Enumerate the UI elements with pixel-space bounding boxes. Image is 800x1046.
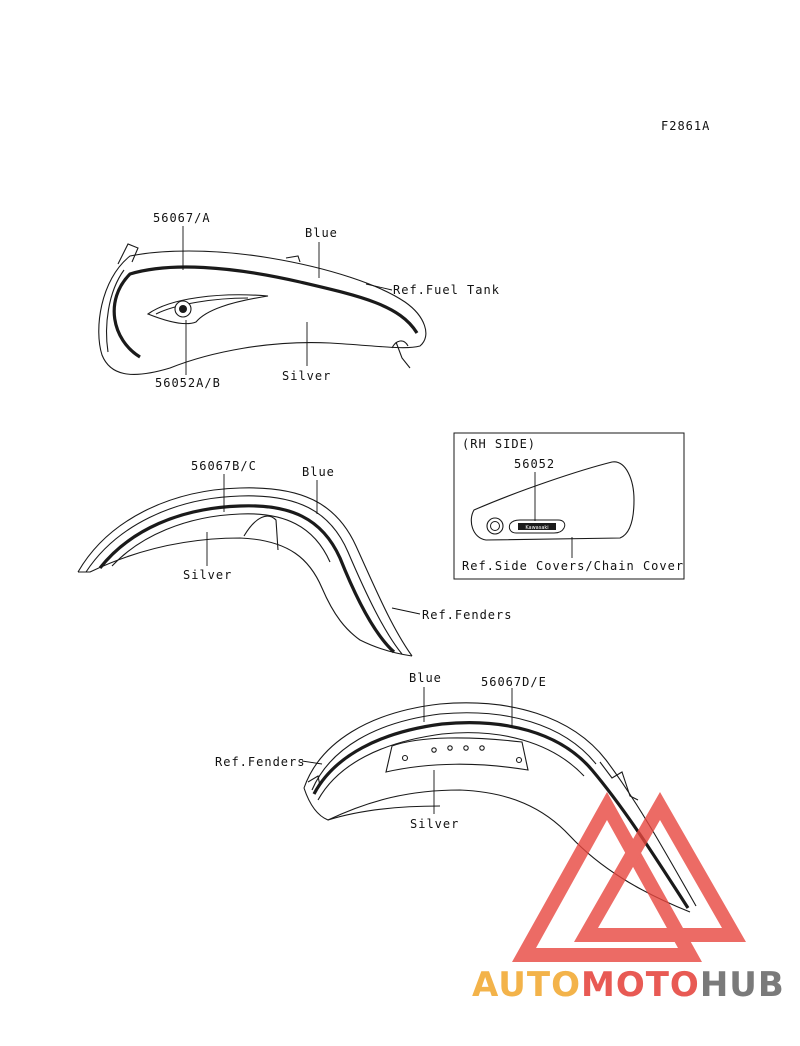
front-fender-color-lower-label: Silver bbox=[183, 568, 233, 582]
front-fender bbox=[78, 474, 420, 656]
side-cover-title: (RH SIDE) bbox=[462, 437, 537, 451]
side-cover-frame bbox=[454, 433, 684, 579]
tank-emblem-part-label: 56052A/B bbox=[155, 376, 221, 390]
rear-fender-stripe-part-label: 56067D/E bbox=[481, 675, 547, 689]
watermark-word-moto: MOTO bbox=[580, 965, 700, 1005]
front-fender-color-upper-label: Blue bbox=[302, 465, 335, 479]
tank-color-lower-label: Silver bbox=[282, 369, 332, 383]
front-fender-stripe-part-label: 56067B/C bbox=[191, 459, 257, 473]
figure-id: F2861A bbox=[661, 119, 711, 133]
side-cover-part-label: 56052 bbox=[514, 457, 556, 471]
badge-logo-text: Kawasaki bbox=[525, 525, 549, 531]
rear-fender-outer bbox=[304, 703, 696, 906]
tank-emblem bbox=[148, 295, 268, 324]
rear-fender-ref-label: Ref.Fenders bbox=[215, 755, 306, 769]
front-fender-stripe bbox=[100, 506, 394, 652]
side-cover-ref-label: Ref.Side Covers/Chain Cover bbox=[462, 559, 685, 573]
side-cover-inset bbox=[454, 433, 684, 579]
rear-fender-stripe bbox=[314, 723, 688, 908]
rear-fender-vent-plate bbox=[386, 738, 528, 772]
fuel-tank bbox=[99, 226, 426, 375]
front-fender-inner bbox=[78, 538, 412, 656]
front-fender-ref-label: Ref.Fenders bbox=[422, 608, 513, 622]
watermark-text bbox=[472, 965, 785, 1005]
tank-ref-label: Ref.Fuel Tank bbox=[393, 283, 500, 297]
tank-stripe-part-label: 56067/A bbox=[153, 211, 211, 225]
rear-fender-color-upper-label: Blue bbox=[409, 671, 442, 685]
rear-fender bbox=[302, 687, 696, 912]
watermark-word-hub: HUB bbox=[699, 965, 785, 1005]
watermark-word-auto: AUTO bbox=[472, 965, 581, 1005]
kawasaki-badge bbox=[509, 520, 564, 533]
front-fender-outer bbox=[78, 488, 412, 656]
tank-color-upper-label: Blue bbox=[305, 226, 338, 240]
rear-fender-color-lower-label: Silver bbox=[410, 817, 460, 831]
